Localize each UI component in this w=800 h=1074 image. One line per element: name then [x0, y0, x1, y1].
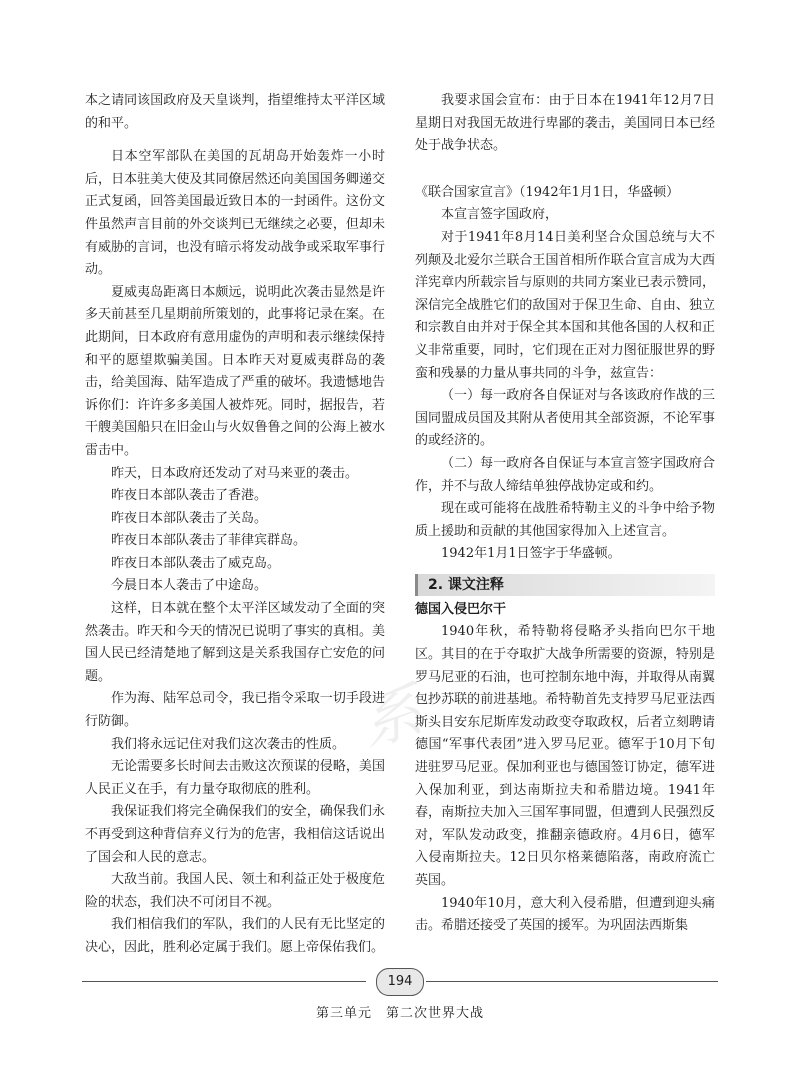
subheading: 德国入侵巴尔干 [415, 601, 507, 617]
paragraph: 大敌当前。我国人民、领土和利益正处于极度危险的状态，我们决不可闭目不视。 [85, 872, 385, 910]
right-column [415, 90, 715, 938]
section-heading: 2. 课文注释 [415, 574, 715, 596]
paragraph: 对于1941年8月14日美利坚合众国总统与大不列颠及北爱尔兰联合王国首相所作联合宣言成为大西洋宪章内所载宗旨与原则的共同方案业已表示赞同，深信完全战胜它们的敌国对于保卫生命、自由、独立和宗教自由并对于保全其本国和其他各国的人权和正义非常重要，同时，它们现在正对力图征服世界的野蛮和残暴的力量从事共同的斗争，兹宣告： [415, 229, 715, 381]
paragraph: 1940年秋，希特勒将侵略矛头指向巴尔干地区。其目的在于夺取扩大战争所需要的资源，特别是罗马尼亚的石油，也可控制东地中海，并取得从南翼包抄苏联的前进基地。希特勒首先支持罗马尼亚法西斯头目安东尼斯库发动政变夺取政权，后者立刻聘请德国“军事代表团”进入罗马尼亚。德军于10月下旬进驻罗马尼亚。保加利亚也与德国签订协定，德军进入保加利亚，到达南斯拉夫和希腊边境。1941年春，南斯拉夫加入三国军事同盟，但遭到人民强烈反对，军队发动政变，推翻亲德政府。4月6日，德军入侵南斯拉夫。12日贝尔格莱德陷落，南政府流亡英国。 [415, 624, 715, 888]
page-number: 194 [376, 968, 424, 996]
paragraph: 1942年1月1日签字于华盛顿。 [441, 546, 621, 562]
paragraph: 我们将永远记住对我们这次袭击的性质。 [111, 736, 346, 752]
unit-title: 第三单元 第二次世界大战 [315, 1006, 484, 1021]
paragraph: 昨夜日本部队袭击了关岛。 [111, 510, 268, 526]
paragraph: 昨夜日本部队袭击了香港。 [111, 488, 268, 504]
watermark: 系 [353, 676, 430, 760]
paragraph: 现在或可能将在战胜希特勒主义的斗争中给予物质上援助和贡献的其他国家得加入上述宣言。 [415, 501, 715, 539]
paragraph: 夏威夷岛距离日本颇远，说明此次袭击显然是许多天前甚至几星期前所策划的，此事将记录在案。在此期间，日本政府有意用虚伪的声明和表示继续保持和平的愿望欺骗美国。日本昨天对夏威夷群岛的袭击，给美国海、陆军造成了严重的破坏。我遗憾地告诉你们：许许多多美国人被炸死。同时，据报告，若干艘美国船只在旧金山与火奴鲁鲁之间的公海上被水雷击中。 [85, 284, 385, 458]
footer-divider [426, 981, 718, 982]
paragraph: 我保证我们将完全确保我们的安全，确保我们永不再受到这种背信弃义行为的危害，我相信这话说出了国会和人民的意志。 [85, 804, 385, 865]
paragraph: 这样，日本就在整个太平洋区域发动了全面的突然袭击。昨天和今天的情况已说明了事实的真相。美国人民已经清楚地了解到这是关系我国存亡安危的问题。 [85, 601, 385, 684]
paragraph: 本之请同该国政府及天皇谈判，指望维持太平洋区域的和平。 [85, 93, 385, 131]
paragraph: 1940年10月，意大利入侵希腊，但遭到迎头痛击。希腊还接受了英国的援军。为巩固法西斯集 [415, 895, 715, 934]
un-declaration-title: 《联合国家宣言》（1942年1月1日，华盛顿） [415, 184, 680, 200]
paragraph: 昨夜日本部队袭击了威克岛。 [111, 555, 281, 571]
paragraph: 昨夜日本部队袭击了菲律宾群岛。 [111, 533, 307, 549]
paragraph: （二）每一政府各自保证与本宣言签字国政府合作，并不与敌人缔结单独停战协定或和约。 [415, 455, 715, 494]
paragraph: （一）每一政府各自保证对与各该政府作战的三国同盟成员国及其附从者使用其全部资源，不论军事的或经济的。 [415, 388, 715, 449]
paragraph: 无论需要多长时间去击败这次预谋的侵略，美国人民正义在手，有力量夺取彻底的胜利。 [85, 759, 385, 797]
declaration-request: 我要求国会宣布：由于日本在1941年12月7日星期日对我国无故进行卑鄙的袭击，美国同日本已经处于战争状态。 [415, 93, 715, 154]
left-column [85, 90, 385, 960]
paragraph: 日本空军部队在美国的瓦胡岛开始轰炸一小时后，日本驻美大使及其同僚居然还向美国国务卿递交正式复函，回答美国最近致日本的一封函件。这份文件虽然声言目前的外交谈判已无继续之必要，但却未有威胁的言词，也没有暗示将发动战争或采取军事行动。 [85, 149, 385, 278]
paragraph: 作为海、陆军总司令，我已指令采取一切手段进行防御。 [85, 691, 385, 730]
paragraph: 昨天，日本政府还发动了对马来亚的袭击。 [111, 465, 359, 481]
paragraph: 今晨日本人袭击了中途岛。 [111, 578, 268, 594]
footer-divider [82, 981, 366, 982]
paragraph: 本宣言签字国政府， [441, 207, 559, 223]
paragraph: 我们相信我们的军队，我们的人民有无比坚定的决心，因此，胜利必定属于我们。愿上帝保佑我们。 [85, 917, 385, 955]
